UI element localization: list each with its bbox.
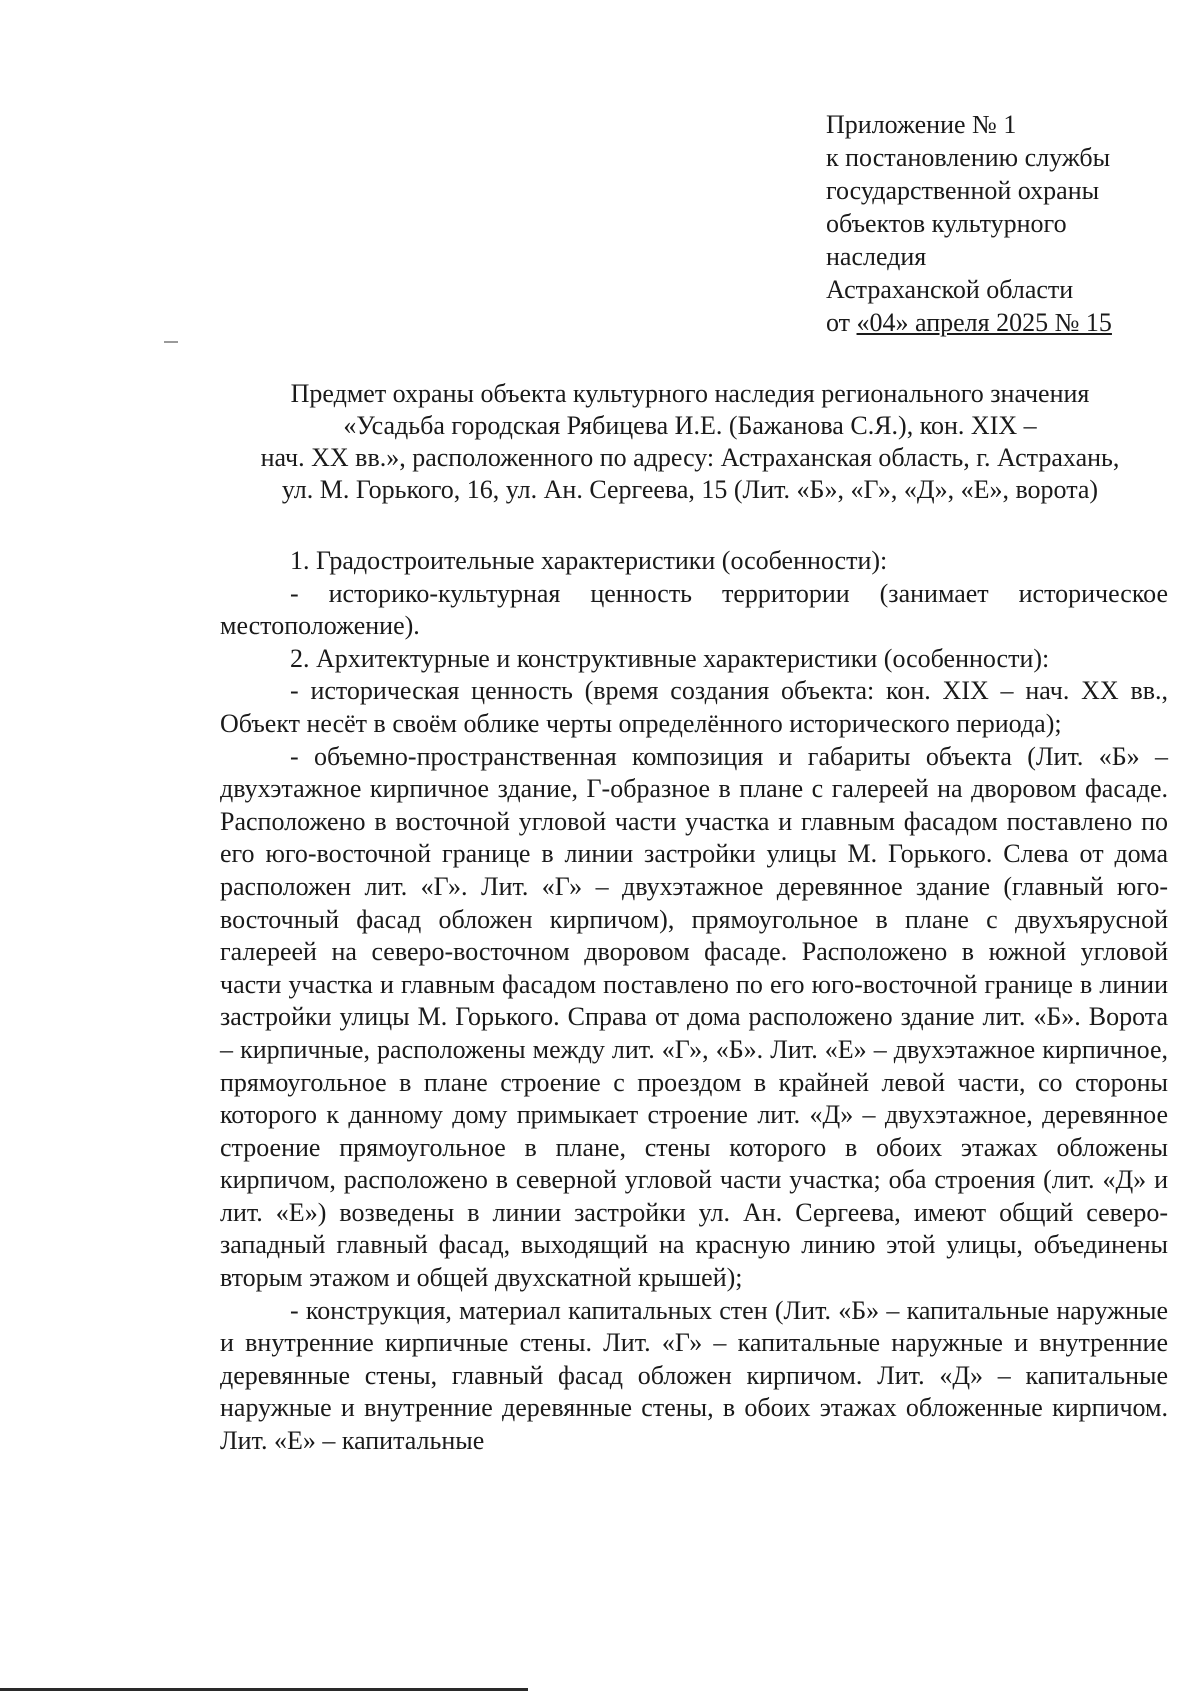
appendix-line: государственной охраны — [826, 176, 1100, 205]
paragraph-territory-value: - историко-культурная ценность территории (занимает историческое местоположение). — [220, 578, 1168, 641]
document-title — [210, 378, 1170, 506]
scan-speck — [164, 341, 178, 343]
appendix-line: наследия — [826, 242, 927, 271]
title-line: нач. XX вв.», расположенного по адресу: Астраханская область, г. Астрахань, — [260, 443, 1120, 472]
appendix-line: Астраханской области — [826, 275, 1074, 304]
paragraph-historical-value: - историческая ценность (время создания объекта: кон. XIX – нач. XX вв., Объект несёт в своём облике черты определённого исторического периода); — [220, 676, 1168, 738]
document-body — [220, 545, 1168, 1458]
appendix-date-value: «04» апреля 2025 № 15 — [856, 308, 1112, 337]
appendix-header — [826, 108, 1166, 339]
appendix-date-prefix: от — [826, 308, 857, 337]
appendix-date-line — [826, 306, 1166, 339]
section-heading-architecture: 2. Архитектурные и конструктивные характеристики (особенности): — [290, 643, 1050, 673]
bottom-rule — [0, 1688, 528, 1691]
paragraph-construction: - конструкция, материал капитальных стен (Лит. «Б» – капитальные наружные и внутренние кирпичные стены. Лит. «Г» – капитальные наружные и внутренние деревянные стены, главный фасад обложен кирпичом. Лит. «Д» – капитальные наружные и внутренние деревянные стены, в обоих этажах обложенные кирпичом. Лит. «Е» – капитальные — [220, 1295, 1168, 1456]
appendix-line: объектов культурного — [826, 209, 1067, 238]
section-heading-urban: 1. Градостроительные характеристики (особенности): — [290, 546, 888, 575]
title-line: ул. М. Горького, 16, ул. Ан. Сергеева, 15 (Лит. «Б», «Г», «Д», «Е», ворота) — [281, 475, 1099, 504]
appendix-line: Приложение № 1 — [826, 110, 1017, 139]
title-line: Предмет охраны объекта культурного наследия регионального значения — [290, 379, 1090, 408]
paragraph-composition: - объемно-пространственная композиция и габариты объекта (Лит. «Б» – двухэтажное кирпичное здание, Г-образное в плане с галереей на дворовом фасаде. Расположено в восточной угловой части участка и главным фасадом поставлено по его юго-восточной границе в линии застройки улицы М. Горького. Слева от дома расположен лит. «Г». Лит. «Г» – двухэтажное деревянное здание (главный юго-восточный фасад обложен кирпичом), прямоугольное в плане с двухъярусной галереей на северо-восточном дворовом фасаде. Расположено в южной угловой части участка и главным фасадом поставлено по его юго-восточной границе в линии застройки улицы М. Горького. Справа от дома расположено здание лит. «Б». Ворота – кирпичные, расположены между лит. «Г», «Б». Лит. «Е» – двухэтажное кирпичное, прямоугольное в плане строение с проездом в крайней левой части, со стороны которого к данному дому примыкает строение лит. «Д» – двухэтажное, деревянное строение прямоугольное в плане, стены которого в обоих этажах обложены кирпичом, расположено в северной угловой части участка; оба строения (лит. «Д» и лит. «Е») возведены в линии застройки ул. Ан. Сергеева, имеют общий северо-западный главный фасад, выходящий на красную линию этой улицы, объединены вторым этажом и общей двухскатной крышей); — [220, 741, 1168, 1293]
title-line: «Усадьба городская Рябицева И.Е. (Бажанова С.Я.), кон. XIX – — [343, 411, 1037, 440]
appendix-line: к постановлению службы — [826, 143, 1111, 172]
